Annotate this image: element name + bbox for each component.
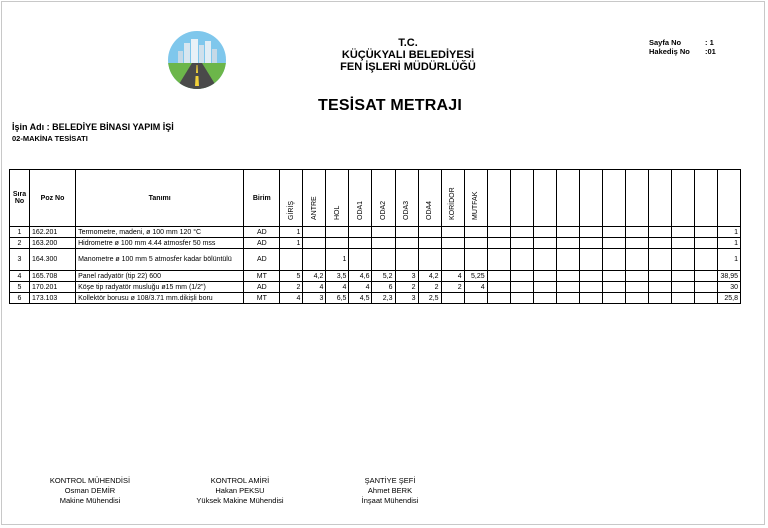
header-line-1: T.C. (398, 37, 418, 49)
table-body (10, 227, 741, 304)
cell-birim: AD (244, 282, 280, 293)
cell-poz: 162.201 (30, 227, 76, 238)
cell-empty (602, 293, 625, 304)
header-empty (533, 170, 556, 227)
header-empty (671, 170, 694, 227)
cell-room-value (303, 238, 326, 249)
cell-empty (579, 249, 602, 271)
table-row (10, 293, 741, 304)
signature-title: Makine Mühendisi (59, 496, 121, 505)
cell-empty (556, 249, 579, 271)
header-room: ODA3 (395, 170, 418, 227)
header-room: KORİDOR (441, 170, 464, 227)
cell-room-value: 4 (280, 293, 303, 304)
cell-empty (625, 238, 648, 249)
cell-empty (694, 293, 717, 304)
cell-poz: 165.708 (30, 271, 76, 282)
header-tanimi: Tanımı (76, 170, 244, 227)
signature-title: Yüksek Makine Mühendisi (196, 496, 284, 505)
cell-room-value: 5,25 (464, 271, 487, 282)
cell-sira: 2 (10, 238, 30, 249)
cell-room-value (349, 227, 372, 238)
cell-room-value (441, 249, 464, 271)
cell-empty (487, 227, 510, 238)
cell-empty (671, 282, 694, 293)
cell-empty (533, 227, 556, 238)
table-row (10, 271, 741, 282)
cell-empty (648, 271, 671, 282)
cell-total: 1 (717, 227, 740, 238)
cell-empty (671, 238, 694, 249)
cell-empty (556, 227, 579, 238)
header-empty (648, 170, 671, 227)
cell-empty (556, 271, 579, 282)
cell-room-value (303, 249, 326, 271)
cell-room-value: 3 (395, 271, 418, 282)
cell-room-value: 5 (280, 271, 303, 282)
cell-empty (671, 249, 694, 271)
header-empty (717, 170, 740, 227)
progress-number-label: Hakediş No (649, 47, 690, 56)
cell-total: 25,8 (717, 293, 740, 304)
cell-empty (694, 238, 717, 249)
cell-empty (533, 282, 556, 293)
cell-empty (648, 227, 671, 238)
signature-control-chief (180, 476, 300, 506)
cell-room-value: 6 (372, 282, 395, 293)
header-empty (556, 170, 579, 227)
cell-empty (694, 271, 717, 282)
cell-poz: 173.103 (30, 293, 76, 304)
cell-room-value: 4 (464, 282, 487, 293)
cell-empty (579, 227, 602, 238)
cell-sira: 5 (10, 282, 30, 293)
cell-empty (510, 238, 533, 249)
header-birim: Birim (244, 170, 280, 227)
cell-room-value (464, 293, 487, 304)
cell-empty (602, 249, 625, 271)
cell-room-value: 4,2 (303, 271, 326, 282)
header-room: HOL (326, 170, 349, 227)
cell-empty (625, 227, 648, 238)
cell-poz: 164.300 (30, 249, 76, 271)
cell-empty (579, 282, 602, 293)
cell-room-value: 3 (303, 293, 326, 304)
table-row (10, 282, 741, 293)
cell-empty (533, 271, 556, 282)
cell-birim: MT (244, 271, 280, 282)
cell-total: 1 (717, 238, 740, 249)
cell-empty (602, 282, 625, 293)
cell-empty (487, 238, 510, 249)
header-empty (694, 170, 717, 227)
signature-site-chief (335, 476, 445, 506)
cell-empty (602, 238, 625, 249)
cell-birim: MT (244, 293, 280, 304)
document-title: TESİSAT METRAJI (317, 97, 463, 114)
cell-birim: AD (244, 227, 280, 238)
cell-empty (487, 293, 510, 304)
cell-room-value (372, 249, 395, 271)
header-room: MUTFAK (464, 170, 487, 227)
cell-room-value (441, 227, 464, 238)
cell-room-value (280, 249, 303, 271)
cell-tanimi: Köşe tip radyatör musluğu ø15 mm (1/2") (76, 282, 244, 293)
cell-room-value (349, 249, 372, 271)
signature-role: ŞANTİYE ŞEFİ (364, 476, 416, 485)
cell-empty (625, 249, 648, 271)
cell-room-value (372, 238, 395, 249)
cell-empty (648, 282, 671, 293)
cell-room-value (418, 249, 441, 271)
cell-empty (487, 249, 510, 271)
cell-room-value: 4,5 (349, 293, 372, 304)
cell-empty (671, 271, 694, 282)
cell-room-value (464, 227, 487, 238)
cell-sira: 6 (10, 293, 30, 304)
signature-name: Ahmet BERK (367, 486, 413, 495)
cell-empty (533, 293, 556, 304)
cell-total: 38,95 (717, 271, 740, 282)
cell-room-value: 1 (280, 238, 303, 249)
cell-tanimi: Termometre, madeni, ø 100 mm 120 °C (76, 227, 244, 238)
cell-empty (510, 227, 533, 238)
cell-total: 1 (717, 249, 740, 271)
cell-tanimi: Kollektör borusu ø 108/3.71 mm.dikişli boru (76, 293, 244, 304)
cell-tanimi: Hidrometre ø 100 mm 4.44 atmosfer 50 mss (76, 238, 244, 249)
cell-room-value: 4 (326, 282, 349, 293)
cell-room-value (441, 293, 464, 304)
cell-room-value (395, 249, 418, 271)
header-line-2: KÜÇÜKYALI BELEDİYESİ (341, 49, 475, 61)
progress-number-value: :01 (705, 47, 716, 56)
cell-room-value: 4 (349, 282, 372, 293)
document-header (300, 37, 516, 73)
cell-room-value: 4,2 (418, 271, 441, 282)
cell-room-value (395, 238, 418, 249)
cell-room-value: 2,5 (418, 293, 441, 304)
cell-total: 30 (717, 282, 740, 293)
cell-room-value (372, 227, 395, 238)
cell-empty (533, 238, 556, 249)
cell-room-value: 5,2 (372, 271, 395, 282)
page-number-value: : 1 (705, 38, 714, 47)
signature-title: İnşaat Mühendisi (361, 496, 419, 505)
cell-room-value (303, 227, 326, 238)
cell-empty (671, 293, 694, 304)
header-empty (625, 170, 648, 227)
cell-room-value: 2 (280, 282, 303, 293)
signature-name: Osman DEMİR (64, 486, 116, 495)
cell-empty (510, 249, 533, 271)
cell-room-value: 4 (303, 282, 326, 293)
cell-poz: 163.200 (30, 238, 76, 249)
cell-room-value: 4 (441, 271, 464, 282)
cell-room-value: 6,5 (326, 293, 349, 304)
cell-room-value: 2,3 (372, 293, 395, 304)
cell-empty (671, 227, 694, 238)
cell-empty (556, 282, 579, 293)
cell-empty (579, 238, 602, 249)
cell-room-value (395, 227, 418, 238)
header-sira: Sıra No (10, 170, 30, 227)
cell-room-value: 3,5 (326, 271, 349, 282)
metraj-table (9, 169, 741, 304)
cell-poz: 170.201 (30, 282, 76, 293)
header-line-3: FEN İŞLERİ MÜDÜRLÜĞÜ (340, 61, 476, 73)
cell-empty (487, 271, 510, 282)
cell-empty (533, 249, 556, 271)
cell-room-value: 3 (395, 293, 418, 304)
cell-empty (510, 293, 533, 304)
cell-birim: AD (244, 238, 280, 249)
table-row (10, 238, 741, 249)
cell-empty (487, 282, 510, 293)
cell-empty (602, 227, 625, 238)
header-room: ODA4 (418, 170, 441, 227)
cell-room-value (418, 227, 441, 238)
header-empty (487, 170, 510, 227)
cell-empty (648, 293, 671, 304)
cell-empty (510, 282, 533, 293)
cell-empty (694, 227, 717, 238)
header-room: ODA1 (349, 170, 372, 227)
signature-role: KONTROL AMİRİ (210, 476, 270, 485)
cell-empty (510, 271, 533, 282)
signature-role: KONTROL MÜHENDİSİ (49, 476, 131, 485)
cell-sira: 4 (10, 271, 30, 282)
table-row (10, 227, 741, 238)
signature-name: Hakan PEKSU (215, 486, 265, 495)
municipality-logo (168, 31, 226, 89)
header-room: ANTRE (303, 170, 326, 227)
cell-empty (648, 238, 671, 249)
cell-room-value (326, 238, 349, 249)
header-room: ODA2 (372, 170, 395, 227)
section-name: 02-MAKİNA TESİSATI (12, 134, 88, 143)
cell-empty (579, 271, 602, 282)
cell-empty (602, 271, 625, 282)
cell-empty (556, 238, 579, 249)
cell-room-value (418, 238, 441, 249)
cell-empty (625, 282, 648, 293)
cell-room-value (441, 238, 464, 249)
header-poz: Poz No (30, 170, 76, 227)
cell-empty (556, 293, 579, 304)
header-empty (579, 170, 602, 227)
cell-room-value (464, 249, 487, 271)
page-number-label: Sayfa No (649, 38, 682, 47)
cell-sira: 3 (10, 249, 30, 271)
cell-room-value (349, 238, 372, 249)
cell-room-value: 1 (280, 227, 303, 238)
signature-control-engineer (40, 476, 140, 506)
cell-tanimi: Manometre ø 100 mm 5 atmosfer kadar bölüntülü (76, 249, 244, 271)
cell-birim: AD (244, 249, 280, 271)
page-info (649, 38, 716, 56)
cell-sira: 1 (10, 227, 30, 238)
cell-room-value: 1 (326, 249, 349, 271)
cell-empty (648, 249, 671, 271)
table-header-row (10, 170, 741, 227)
cell-room-value: 4,6 (349, 271, 372, 282)
cell-empty (625, 293, 648, 304)
cell-tanimi: Panel radyatör (tip 22) 600 (76, 271, 244, 282)
header-empty (602, 170, 625, 227)
cell-empty (579, 293, 602, 304)
cell-empty (694, 282, 717, 293)
cell-room-value (464, 238, 487, 249)
cell-room-value: 2 (441, 282, 464, 293)
cell-room-value: 2 (395, 282, 418, 293)
cell-room-value (326, 227, 349, 238)
header-room: GİRİŞ (280, 170, 303, 227)
header-empty (510, 170, 533, 227)
cell-empty (694, 249, 717, 271)
cell-empty (625, 271, 648, 282)
cell-room-value: 2 (418, 282, 441, 293)
job-name: İşin Adı : BELEDİYE BİNASI YAPIM İŞİ (12, 122, 174, 132)
table-row (10, 249, 741, 271)
